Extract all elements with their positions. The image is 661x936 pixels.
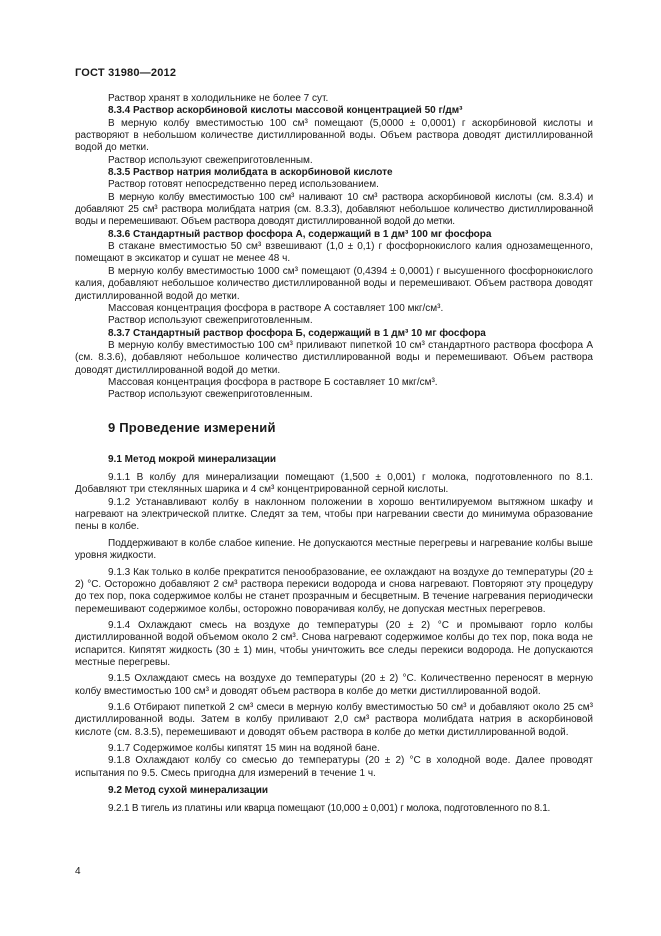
paragraph: 9.2.1 В тигель из платины или кварца помещают (10,000 ± 0,001) г молока, подготовленного по 8.1.	[108, 802, 551, 814]
paragraph: 9.1.2 Устанавливают колбу в наклонном положении в хорошо вентилируемом вытяжном шкафу и нагревают на электрической плитке. Следят за тем, чтобы при нагревании свести до минимума образование пены в колбе.	[75, 496, 593, 533]
document-header: ГОСТ 31980—2012	[75, 67, 177, 79]
paragraph: В мерную колбу вместимостью 100 см³ помещают (5,0000 ± 0,0001) г аскорбиновой кислоты и растворяют в небольшом количестве дистиллированной воды. Объем раствора доводят дистиллированной водой до метки.	[75, 117, 593, 154]
paragraph: 9.1.8 Охлаждают колбу со смесью до температуры (20 ± 2) °С в холодной воде. Далее проводят испытания по 9.5. Смесь пригодна для измерений в течение 1 ч.	[75, 755, 593, 779]
paragraph: Поддерживают в колбе слабое кипение. Не допускаются местные перегревы и нагревание колбы выше уровня жидкости.	[75, 537, 593, 562]
paragraph: Раствор используют свежеприготовленным.	[108, 154, 313, 166]
paragraph: В стакане вместимостью 50 см³ взвешивают (1,0 ± 0,1) г фосфорнокислого калия однозамещенного, помещают в эксикатор и сушат не менее 48 ч.	[75, 241, 593, 265]
paragraph: Раствор готовят непосредственно перед использованием.	[108, 179, 379, 191]
subsection-heading: 8.3.4 Раствор аскорбиновой кислоты массовой концентрацией 50 г/дм³	[108, 105, 463, 117]
paragraph: Раствор используют свежеприготовленным.	[108, 389, 313, 401]
page-number: 4	[75, 866, 81, 877]
paragraph: 9.1.5 Охлаждают смесь на воздухе до температуры (20 ± 2) °С. Количественно переносят в мерную колбу вместимостью 100 см³ и доводят объем раствора в колбе до метки дистиллированной водой.	[75, 673, 593, 697]
paragraph: 9.1.3 Как только в колбе прекратится пенообразование, ее охлаждают на воздухе до температуры (20 ± 2) °С. Осторожно добавляют 2 см³ раствора перекиси водорода и снова нагревают. Повторяют эту процедуру до тех пор, пока содержимое колбы не станет прозрачным и бесцветным. В течение нагревания периодически перемешивают содержимое колбы, осторожно поворачивая колбу, не допуская местных перегревов.	[75, 566, 593, 615]
section-title: 9 Проведение измерений	[108, 419, 276, 435]
paragraph: 9.1.1 В колбу для минерализации помещают (1,500 ± 0,001) г молока, подготовленного по 8.1. Добавляют три стеклянных шарика и 4 см³ концентрированной серной кислоты.	[75, 472, 593, 496]
paragraph: В мерную колбу вместимостью 100 см³ наливают 10 см³ раствора аскорбиновой кислоты (см. 8.3.4) и добавляют 25 см³ раствора молибдата натрия (см. 8.3.3), добавляют небольшое количество дистиллированной воды и перемешивают. Объем раствора доводят дистиллированной водой до метки.	[75, 191, 593, 228]
paragraph: 9.1.7 Содержимое колбы кипятят 15 мин на водяной бане.	[108, 742, 380, 754]
paragraph: В мерную колбу вместимостью 1000 см³ помещают (0,4394 ± 0,0001) г высушенного фосфорнокислого калия, добавляют небольшое количество дистиллированной воды и перемешивают. Объем раствора доводят дистиллированной водой до метки.	[75, 265, 593, 302]
paragraph: Раствор используют свежеприготовленным.	[108, 315, 313, 327]
paragraph: Массовая концентрация фосфора в растворе Б составляет 10 мкг/см³.	[108, 376, 438, 388]
subsection-title: 9.2 Метод сухой минерализации	[108, 785, 269, 796]
paragraph: 9.1.4 Охлаждают смесь на воздухе до температуры (20 ± 2) °С и промывают горло колбы дистиллированной водой объемом около 2 см³. Снова нагревают содержимое колбы до тех пор, пока вода не испарится. Кипятят жидкость (30 ± 1) мин, чтобы уничтожить все следы перекиси водорода. Не допускаются местные перегревы.	[75, 619, 593, 668]
document-body	[75, 93, 593, 815]
paragraph: Массовая концентрация фосфора в растворе А составляет 100 мкг/см³.	[108, 302, 444, 314]
paragraph: В мерную колбу вместимостью 100 см³ приливают пипеткой 10 см³ стандартного раствора фосфора А (см. 8.3.6), добавляют небольшое количество дистиллированной воды и перемешивают. Объем раствора доводят дистиллированной водой до метки.	[75, 339, 593, 376]
subsection-heading: 8.3.7 Стандартный раствор фосфора Б, содержащий в 1 дм³ 10 мг фосфора	[108, 327, 486, 339]
subsection-heading: 8.3.6 Стандартный раствор фосфора А, содержащий в 1 дм³ 100 мг фосфора	[108, 228, 492, 240]
subsection-title: 9.1 Метод мокрой минерализации	[108, 453, 276, 465]
paragraph: 9.1.6 Отбирают пипеткой 2 см³ смеси в мерную колбу вместимостью 50 см³ и добавляют около 25 см³ дистиллированной воды. Затем в колбу приливают 2,0 см³ раствора молибдата натрия в аскорбиновой кислоте (см. 8.3.5), перемешивают и доводят объем раствора в колбе до метки дистиллированной водой.	[75, 701, 593, 738]
subsection-heading: 8.3.5 Раствор натрия молибдата в аскорбиновой кислоте	[108, 167, 393, 179]
paragraph: Раствор хранят в холодильнике не более 7 сут.	[108, 93, 329, 104]
